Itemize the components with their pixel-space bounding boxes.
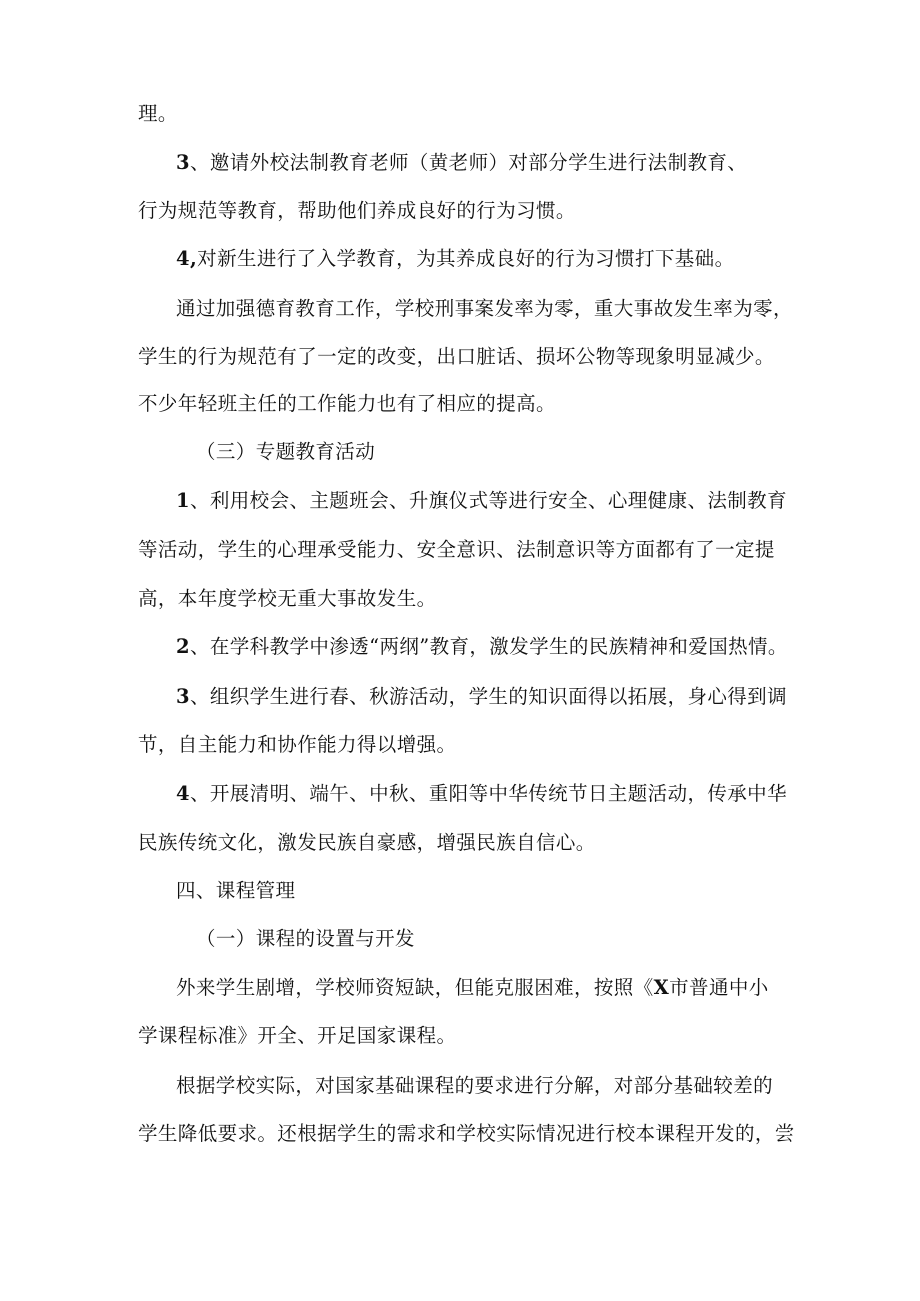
subsection-heading-1: （一）课程的设置与开发 <box>196 927 415 950</box>
course-paragraph-1-line-1: 外来学生剧增，学校师资短缺，但能克服困难，按照《X市普通中小 <box>176 976 769 999</box>
list-number: 3 <box>176 151 190 174</box>
activity-item-1-line-3: 高，本年度学校无重大事故发生。 <box>138 587 437 610</box>
list-number: 2 <box>176 635 190 658</box>
list-item-3-line-1: 3、邀请外校法制教育老师（黄老师）对部分学生进行法制教育、 <box>176 151 748 174</box>
city-placeholder: X <box>653 976 670 999</box>
paragraph-line-2: 学生的行为规范有了一定的改变，出口脏话、损坏公物等现象明显减少。 <box>138 345 775 368</box>
course-paragraph-1-line-2: 学课程标准》开全、开足国家课程。 <box>138 1024 457 1047</box>
paragraph-line-1: 通过加强德育教育工作，学校刑事案发率为零，重大事故发生率为零， <box>176 297 793 320</box>
activity-item-1-line-2: 等活动，学生的心理承受能力、安全意识、法制意识等方面都有了一定提 <box>138 538 775 561</box>
list-number: 1 <box>176 489 190 512</box>
paragraph-line-3: 不少年轻班主任的工作能力也有了相应的提高。 <box>138 392 556 415</box>
list-item-4-line-1: 4,对新生进行了入学教育，为其养成良好的行为习惯打下基础。 <box>176 247 735 270</box>
list-number: 4, <box>176 247 198 270</box>
section-heading-4: 四、课程管理 <box>176 879 296 902</box>
list-item-3-line-2: 行为规范等教育，帮助他们养成良好的行为习惯。 <box>138 199 576 222</box>
course-paragraph-2-line-2: 学生降低要求。还根据学生的需求和学校实际情况进行校本课程开发的，尝 <box>138 1122 795 1145</box>
activity-item-3-line-2: 节，自主能力和协作能力得以增强。 <box>138 733 457 756</box>
section-heading-3: （三）专题教育活动 <box>196 440 376 463</box>
activity-item-3-line-1: 3、组织学生进行春、秋游活动，学生的知识面得以拓展，身心得到调 <box>176 685 787 708</box>
activity-item-2-line-1: 2、在学科教学中渗透“两纲”教育，激发学生的民族精神和爱国热情。 <box>176 635 788 658</box>
list-number: 4 <box>176 782 190 805</box>
list-number: 3 <box>176 685 190 708</box>
activity-item-4-line-2: 民族传统文化，激发民族自豪感，增强民族自信心。 <box>138 831 596 854</box>
text-line-1: 理。 <box>138 102 178 125</box>
course-paragraph-2-line-1: 根据学校实际，对国家基础课程的要求进行分解，对部分基础较差的 <box>176 1074 774 1097</box>
activity-item-1-line-1: 1、利用校会、主题班会、升旗仪式等进行安全、心理健康、法制教育 <box>176 489 787 512</box>
activity-item-4-line-1: 4、开展清明、端午、中秋、重阳等中华传统节日主题活动，传承中华 <box>176 782 787 805</box>
